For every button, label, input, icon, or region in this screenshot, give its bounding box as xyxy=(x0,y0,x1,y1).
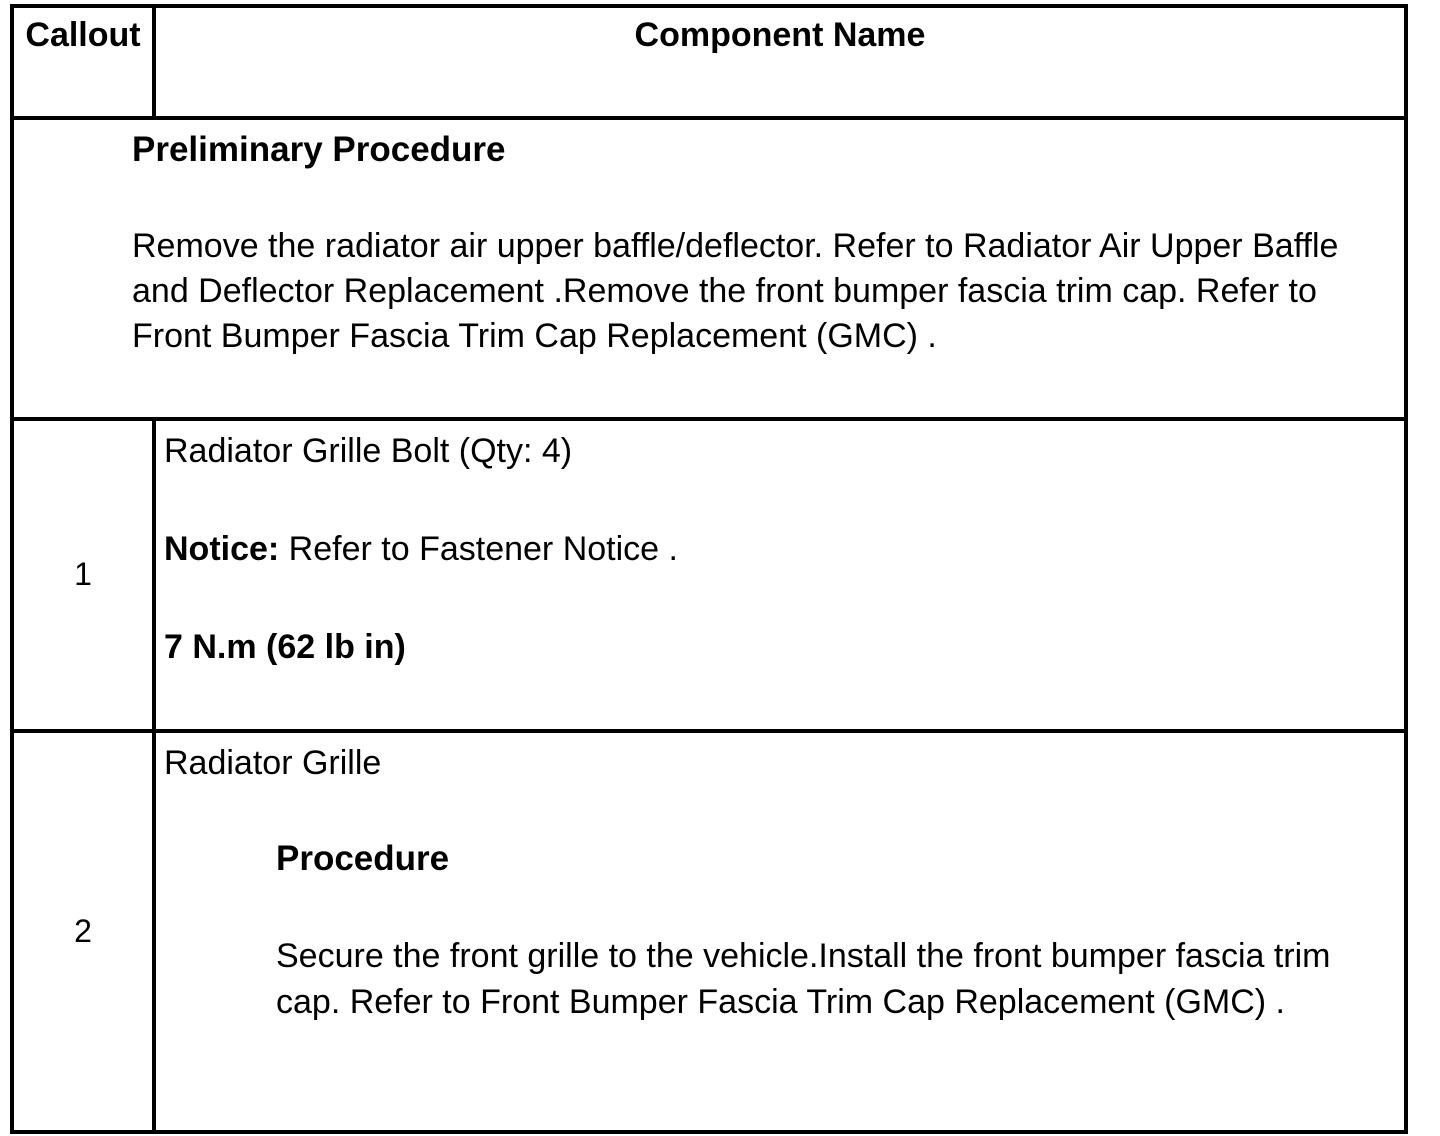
component-name-cell xyxy=(154,419,1406,732)
component-name: Radiator Grille xyxy=(164,744,382,783)
component-name-cell xyxy=(154,731,1406,1132)
procedure-title: Procedure xyxy=(276,839,450,879)
torque-spec: 7 N.m (62 lb in) xyxy=(164,627,406,666)
preliminary-procedure-text: Remove the radiator air upper baffle/deflector. Refer to Radiator Air Upper Baffle and Deflector Replacement .Remove the front bumper fascia trim cap. Refer to Front Bumper Fascia Trim Cap Replacement (GMC) . xyxy=(132,227,1339,356)
notice-label: Notice: xyxy=(164,529,280,568)
callout-column-header: Callout xyxy=(12,6,154,118)
component-name-column-header: Component Name xyxy=(154,6,1406,118)
table-row xyxy=(12,731,1406,1132)
component-table xyxy=(10,4,1408,1134)
table-row xyxy=(12,419,1406,732)
callout-number: 1 xyxy=(12,419,154,732)
procedure-block xyxy=(164,837,1374,1025)
preliminary-procedure-title: Preliminary Procedure xyxy=(132,130,506,170)
table-header-row xyxy=(12,6,1406,118)
notice-line xyxy=(164,527,1374,571)
component-name: Radiator Grille Bolt (Qty: 4) xyxy=(164,431,573,470)
preliminary-procedure-cell xyxy=(12,118,1406,419)
preliminary-procedure-row xyxy=(12,118,1406,419)
callout-number: 2 xyxy=(12,731,154,1132)
notice-text: Refer to Fastener Notice . xyxy=(279,529,678,568)
procedure-text: Secure the front grille to the vehicle.Install the front bumper fascia trim cap. Refer to Front Bumper Fascia Trim Cap Replacement (GMC) . xyxy=(276,937,1331,1022)
